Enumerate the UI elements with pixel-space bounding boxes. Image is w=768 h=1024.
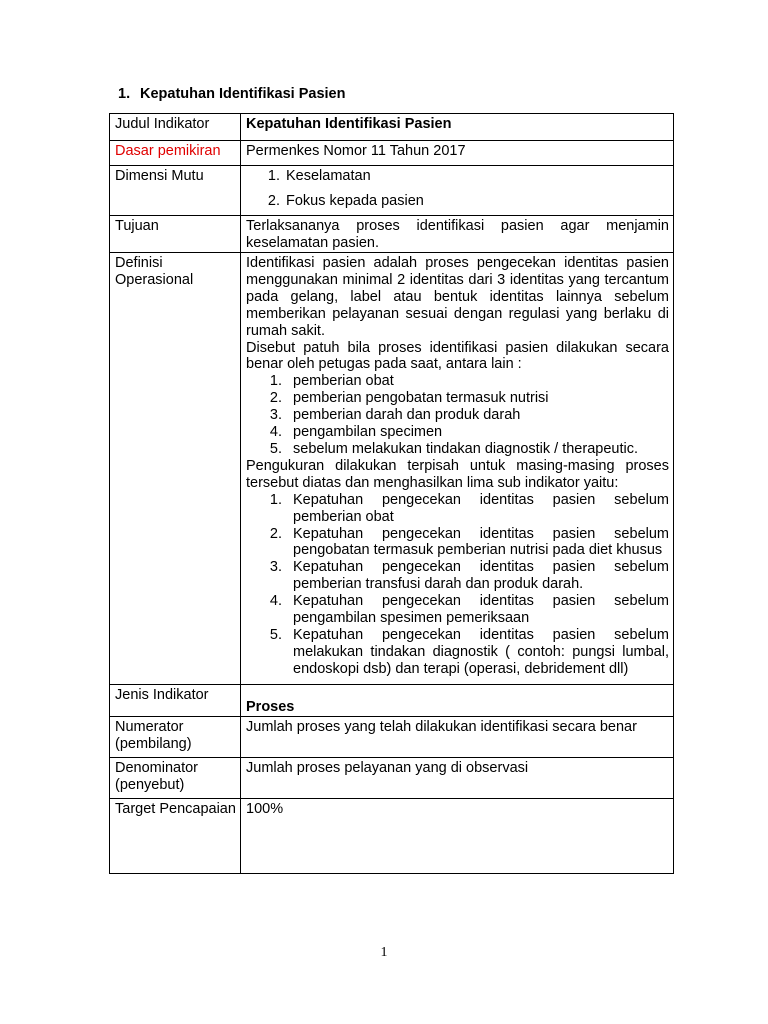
proses-item: 2. pemberian pengobatan termasuk nutrisi (269, 390, 549, 407)
dimensi-list (246, 168, 669, 210)
label-denominator: Denominator (penyebut) (110, 757, 241, 798)
proses-item: 3. pemberian darah dan produk darah (269, 407, 521, 424)
sub-indikator-item: 2. Kepatuhan pengecekan identitas pasien sebelum pengobatan termasuk pemberian nutrisi pada diet khusus (269, 525, 669, 559)
label-dimensi: Dimensi Mutu (110, 166, 241, 216)
label-jenis: Jenis Indikator (110, 684, 241, 716)
row-definisi (110, 253, 674, 685)
row-jenis (110, 684, 674, 716)
definisi-paragraph: Disebut patuh bila proses identifikasi pasien dilakukan secara benar oleh petugas pada saat, antara lain : (246, 339, 669, 373)
value-dimensi (241, 166, 674, 216)
value-target: 100% (241, 798, 674, 873)
indicator-table (109, 113, 674, 874)
section-title: Kepatuhan Identifikasi Pasien (140, 86, 346, 102)
dimensi-item: 2. Fokus kepada pasien (267, 192, 424, 209)
proses-item: 5. sebelum melakukan tindakan diagnostik / therapeutic. (269, 440, 638, 457)
label-numerator: Numerator (pembilang) (110, 716, 241, 757)
row-dimensi (110, 166, 674, 216)
sub-indikator-item: 4. Kepatuhan pengecekan identitas pasien sebelum pengambilan spesimen pemeriksaan (269, 593, 669, 627)
value-jenis: Proses (241, 684, 674, 716)
value-tujuan: Terlaksananya proses identifikasi pasien agar menjamin keselamatan pasien. (241, 216, 674, 253)
definisi-paragraph: Identifikasi pasien adalah proses pengecekan identitas pasien menggunakan minimal 2 identitas dari 3 identitas yang tercantum pada gelang, label atau bentuk identitas lainnya sebelum memberikan pelayanan sesuai dengan regulasi yang berlaku di rumah sakit. (246, 255, 669, 339)
page-number: 1 (380, 945, 388, 960)
label-dasar: Dasar pemikiran (110, 141, 241, 166)
row-numerator (110, 716, 674, 757)
value-judul: Kepatuhan Identifikasi Pasien (241, 114, 674, 141)
value-definisi (241, 253, 674, 685)
sub-indikator-item: 5. Kepatuhan pengecekan identitas pasien sebelum melakukan tindakan diagnostik ( contoh: pungsi lumbal, endoskopi dsb) dan terapi (operasi, debridement dll) (269, 626, 669, 677)
row-denominator (110, 757, 674, 798)
row-tujuan (110, 216, 674, 253)
value-denominator: Jumlah proses pelayanan yang di observasi (241, 757, 674, 798)
label-definisi: Definisi Operasional (110, 253, 241, 685)
value-numerator: Jumlah proses yang telah dilakukan identifikasi secara benar (241, 716, 674, 757)
label-tujuan: Tujuan (110, 216, 241, 253)
section-number: 1. (118, 86, 131, 102)
sub-indikator-list (246, 492, 669, 678)
sub-indikator-item: 1. Kepatuhan pengecekan identitas pasien sebelum pemberian obat (269, 491, 669, 525)
definisi-paragraph: Pengukuran dilakukan terpisah untuk masing-masing proses tersebut diatas dan menghasilkan lima sub indikator yaitu: (246, 457, 669, 491)
proses-item: 1. pemberian obat (269, 373, 394, 390)
sub-indikator-item: 3. Kepatuhan pengecekan identitas pasien sebelum pemberian transfusi darah dan produk darah. (269, 559, 669, 593)
row-dasar (110, 141, 674, 166)
label-target: Target Pencapaian (110, 798, 241, 873)
proses-item: 4. pengambilan specimen (269, 424, 443, 441)
dimensi-item: 1. Keselamatan (267, 168, 371, 184)
value-dasar: Permenkes Nomor 11 Tahun 2017 (241, 141, 674, 166)
proses-list (246, 373, 669, 458)
row-judul (110, 114, 674, 141)
section-heading (118, 86, 345, 102)
row-target (110, 798, 674, 873)
label-judul: Judul Indikator (110, 114, 241, 141)
